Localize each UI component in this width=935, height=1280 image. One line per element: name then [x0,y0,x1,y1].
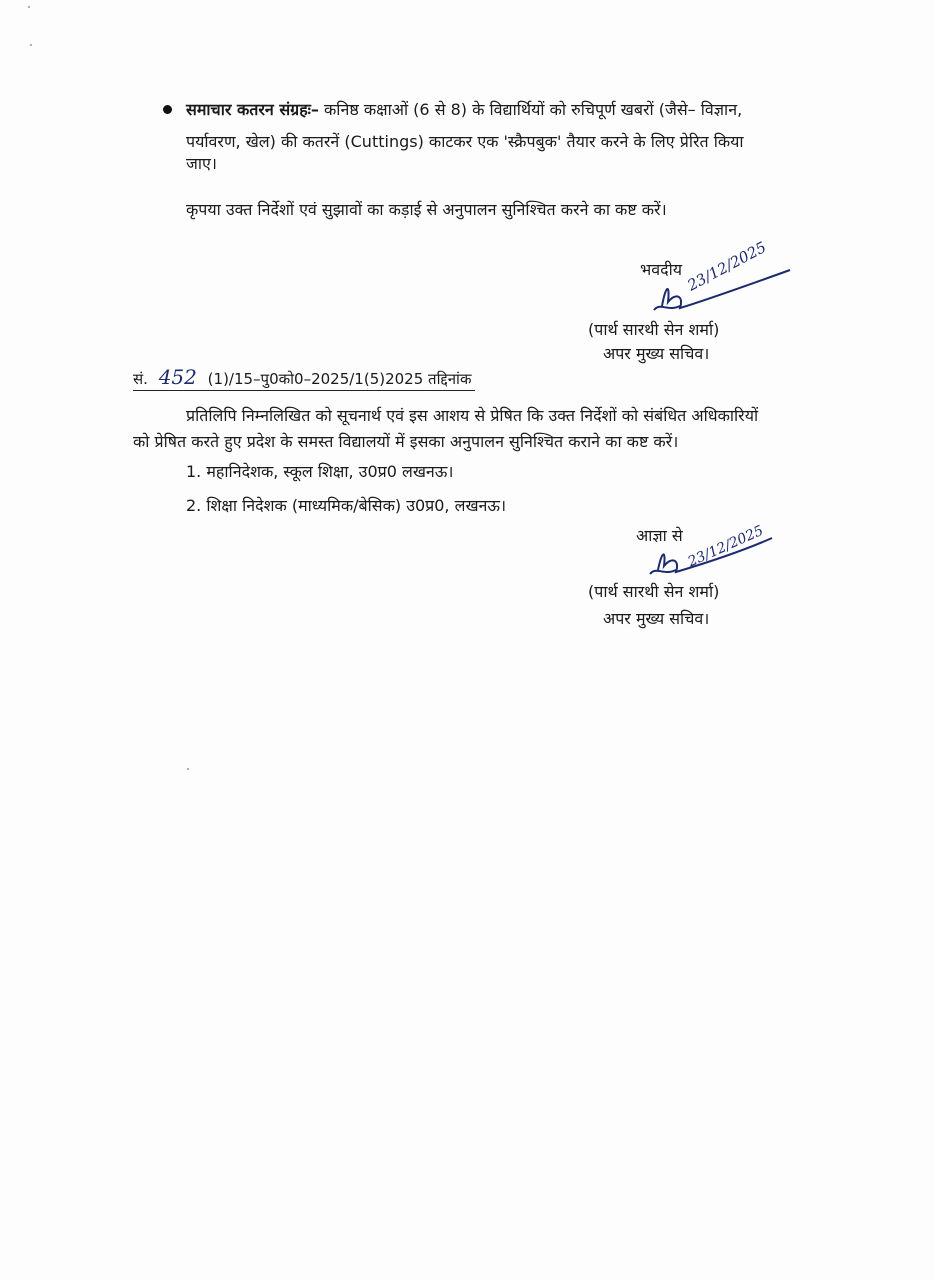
copy-paragraph-line-1: प्रतिलिपि निम्नलिखित को सूचनार्थ एवं इस आशय से प्रेषित कि उक्त निर्देशों को संबंधित अधिकारियों [186,406,759,425]
closing-agya-se: आज्ञा से [636,526,683,545]
closing-bhavdiya: भवदीय [640,260,683,279]
bullet-line-1-text: कनिष्ठ कक्षाओं (6 से 8) के विद्यार्थियों को रुचिपूर्ण खबरों (जैसे– विज्ञान, [324,100,743,119]
bullet-line-1 [186,98,826,122]
scan-speck [187,768,189,770]
signatory-1-designation: अपर मुख्य सचिव। [603,344,710,363]
signatory-1-name: (पार्थ सारथी सेन शर्मा) [588,320,720,339]
request-paragraph: कृपया उक्त निर्देशों एवं सुझावों का कड़ाई से अनुपालन सुनिश्चित करने का कष्ट करें। [186,200,667,219]
signatory-2-name: (पार्थ सारथी सेन शर्मा) [588,582,720,601]
recipient-1: 1. महानिदेशक, स्कूल शिक्षा, उ0प्र0 लखनऊ। [186,462,454,481]
reference-prefix: सं. [133,370,148,388]
reference-number-line [133,366,475,391]
signatory-2-designation: अपर मुख्य सचिव। [603,609,710,628]
bullet-icon [163,105,172,114]
copy-paragraph-line-2: को प्रेषित करते हुए प्रदेश के समस्त विद्यालयों में इसका अनुपालन सुनिश्चित कराने का कष्ट करें। [133,432,679,451]
reference-rest: (1)/15–पु0को0–2025/1(5)2025 तद्दिनांक [207,370,472,388]
bullet-line-2: पर्यावरण, खेल) की कतरनें (Cuttings) काटकर एक 'स्क्रैपबुक' तैयार करने के लिए प्रेरित किया [186,132,744,151]
recipient-2: 2. शिक्षा निदेशक (माध्यमिक/बेसिक) उ0प्र0, लखनऊ। [186,496,507,515]
scan-speck [28,6,30,8]
signature-2-date: 23/12/2025 [685,522,766,571]
bullet-line-3: जाए। [186,154,217,173]
scan-speck [30,44,32,46]
reference-handwritten-number: 452 [158,365,197,389]
bullet-heading: समाचार कतरन संग्रहः– [186,100,319,119]
signature-1-date: 23/12/2025 [684,238,770,295]
